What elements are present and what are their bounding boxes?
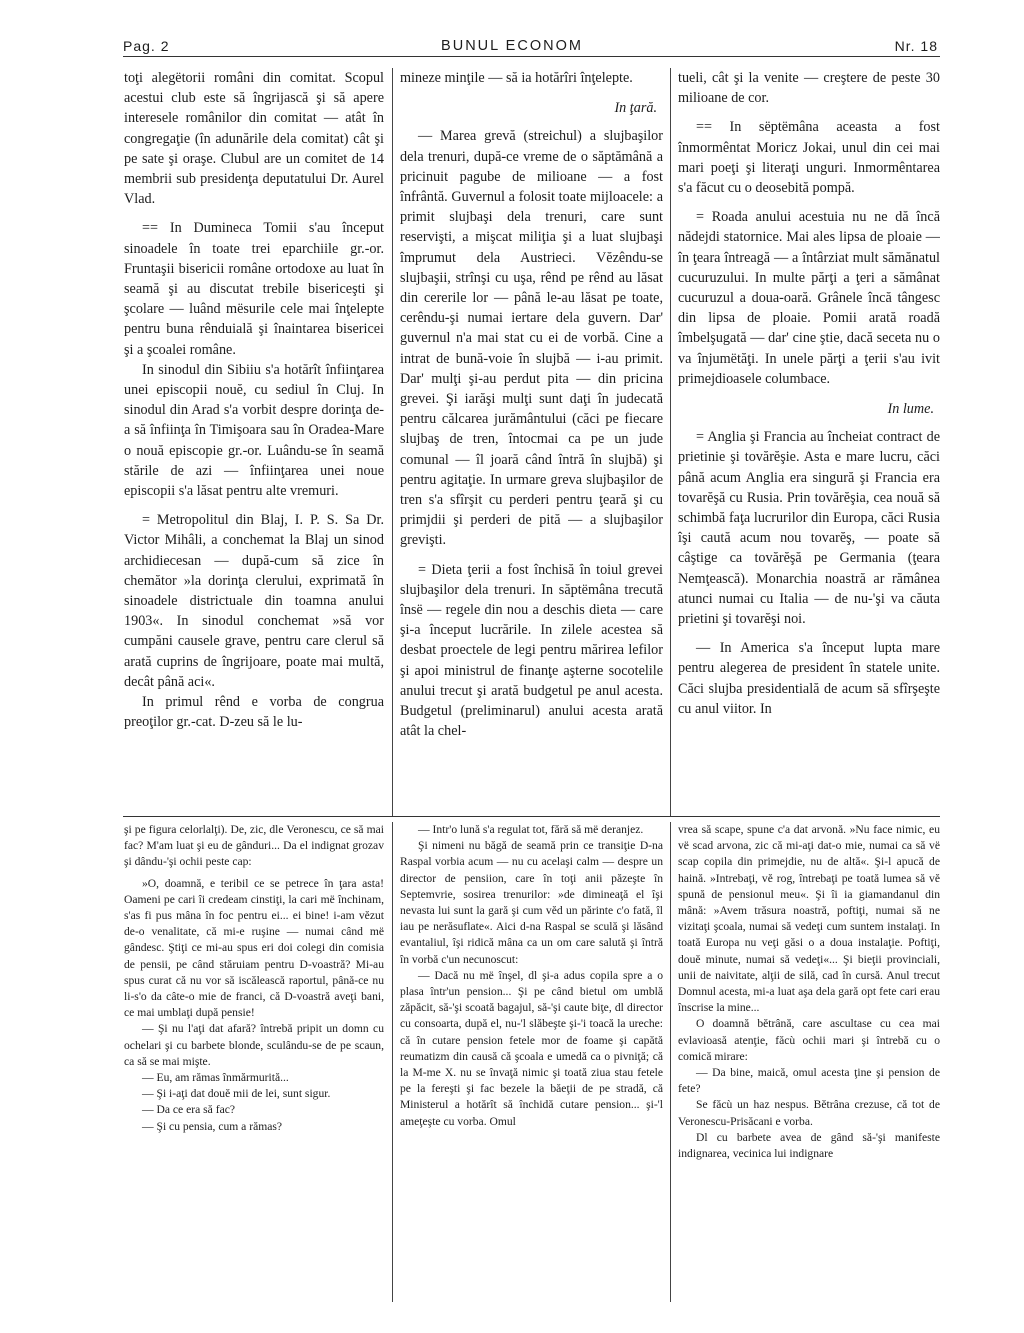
paragraph: O doamnă bĕtrână, care ascultase cu cea mai evlavioasă atenţie, făcù ochii mari şi întrebă cu o comică mirare: <box>678 1017 940 1063</box>
section-heading-in-lume: In lume. <box>887 401 934 418</box>
header-rule <box>123 56 940 57</box>
paragraph: şi pe figura celorlalţi). De, zic, dle Veronescu, ce să mai fac? M'am luat şi eu de gânduri... Da el indignat grozav şi dându-'şi ochii peste cap: <box>124 823 384 869</box>
column-rule <box>670 822 671 1302</box>
section-heading-in-tara: In ţară. <box>614 100 657 117</box>
paragraph: Se făcù un haz nespus. Bĕtrâna crezuse, că tot de Veronescu-Prisăcani e vorba. <box>678 1098 940 1128</box>
paragraph-dieta: = Dieta ţerii a fost închisă în toiul grevei slujbaşilor dela trenuri. In săptëmâna trecută însë — regele din nou a deschis dieta — care şi-a început lucrările. In zilele acestea să desbat proectele de legi pentru mărirea lefilor şi apoi ministrul de finanţe aşterne socotelile anului trecut şi arată budgetul pe anul acesta. Budgetul (preliminarul) anului acesta arată atât la chel- <box>400 561 663 740</box>
paragraph-greva: — Marea grevă (streichul) a slujbaşilor dela trenuri, după-ce vreme de o săptămână a pricinuit pagube de milioane — a fost înfrântă. Guvernul a folosit toate mijloacele: a primit slujbaşi dela trenuri, care sunt reservişti, a mişcat miliţia şi a luat slujbaşi împrumut dela Austrieci. Vĕzêndu-se slujbaşii, strînşi cu uşa, rênd pe rênd au lăsat din cererile lor — până le-au lăsat pe toate, cerêndu-şi numai iertare dela guvern. Dar' guvernul n'a mai stat cu ei de vorbă. Cine a intrat de bună-voie în slujbă — i-au primit. Dar' mulţi şi-au perdut pita — din pricina grevei. Şi iarăşi mulţi sunt daţi în judecată pentru călcarea jurământului (căci pe fiecare slujbaş de tren, întocmai ca pe un jude comunal — îl joară când întră în slujbă) şi pentru agitaţie. In urmare greva slujbaşilor de tren s'a sfîrşit cu perderi pentru ţeară şi cu primjdii şi perderi de pită — a slujbaşilor grevişti. <box>400 128 663 549</box>
paragraph: toţi alegëtorii români din comitat. Scopul acestui club este să îngrijască şi să apere interesele românilor din comitat — atât în congregaţie (în adunările dela comitat) cât şi pe sate şi oraşe. Clubul are un comitet de 14 membrii sub presidenţa deputatului Dr. Aurel Vlad. <box>124 70 384 208</box>
paragraph-sinoade: == In Dumineca Tomii s'au început sinoadele în toate trei eparchiile gr.-or. Fruntaşii bisericii române ortodoxe au luat în seamă şi au discutat trebile bisericeşti şi şcolare — luând mësurile cele mai înţelepte pentru buna rênduială şi înaintarea bisericei şi a şcoalei române. <box>124 220 384 358</box>
paragraph: — Intr'o lună s'a regulat tot, fără să më deranjez. <box>418 823 644 836</box>
paragraph-jokai: == In sëptëmâna aceasta a fost înmormêntat Moricz Jokai, unul din cei mai mari poeţi şi literaţi unguri. Inmormêntarea s'a făcut cu o deosebită pompă. <box>678 119 940 197</box>
paragraph: Şi nimeni nu băgă de seamă prin ce transiţie D-na Raspal vorbia acum — nu cu acelaşi calm — despre un director de pensiion, care în toţi anii păzeşte în Septemvrie, sosirea trenurilor: »de dimineaţă el îşi nevasta lui sunt la gară şi cum vĕd un părinte c'o fată, îl iau pe nerăsuflate«. Aici d-na Raspal se sculă şi lăsând evantaliul, îşi ridică mâna ca un om care salută şi întră în vorbă c'un necunoscut: <box>400 839 663 966</box>
page-number: Pag. 2 <box>123 38 170 54</box>
paragraph: In sinodul din Sibiiu s'a hotărît înfiinţarea unei episcopii nouĕ, cu sediul în Cluj. In sinodul din Arad s'a vorbit despre dorinţa de-a să înfiinţa în Timişoara sau în Oradea-Mare o nouă episcopie gr.-or. Luându-se în seamă stările de azi — înfiinţarea unei noue episcopii s'a lăsat pentru alte vremuri. <box>124 361 384 500</box>
paragraph: vrea să scape, spune c'a dat arvonă. »Nu face nimic, eu vë scad arvona, zic că mi-aţi dat-o mie, numai ca să vë scap copila din primejdie, nu de altă«. Şi-l apucă de haină. »Intrebaţi, vĕ rog, întrebaţi pe toată lumea să vĕ spună de pensionul meu«. Şi îi ia giamandanul din mână: »Avem trăsura noastră, poftiţi, numai să ne vizitaţi şcoala, numai să vedeţi cum suntem instalaţi. In toată Europa nu veţi găsi o a doua instalaţie. Poftiţi, douĕ minute, numai să vedeţi«... Şi bieţii provinciali, unii de naivitate, alţii de silă, cad în cursă. Anul trecut Domnul acesta, mi-a luat aşa dela gară opt fete cari erau înscrise la mine... <box>678 823 940 1015</box>
paragraph: — Eu, am rămas înmărmurită... <box>142 1071 289 1085</box>
feuilleton-column-1 <box>124 822 384 1302</box>
section-divider-rule <box>123 816 940 817</box>
paragraph: In primul rênd e vorba de congrua preoţilor gr.-cat. D-zeu să le lu- <box>124 694 384 731</box>
column-rule <box>392 822 393 1302</box>
paragraph: »O, doamnă, e teribil ce se petrece în ţara asta! Oameni pe cari îi credeam cinstiţi, la cari më închinam, s'as fi pus mâna în foc pentru ei... ei bine! i-am vĕzut de-o venalitate, că mi-e ruşine — numai când më gândesc. Ştiţi ce mi-au spus eri doi colegi din comisia de pensii, pe când stăruiam pentru D-voastră? Mi-au spus curat că nu vor să iscălească raportul, până-ce nu li-s'o da câte-o mie de franci, că D-voastră aveţi bani, ce mai umblaţi după pensie! <box>124 876 384 1020</box>
paragraph-anglia: = Anglia şi Francia au încheiat contract de prietinie şi tovărĕşie. Asta e mare lucru, căci până acum Anglia era singură şi Francia era tovarĕşă cu Rusia. Prin tovărĕşia, cea nouă să schimbă faţa lucrurilor din Europa, căci Rusia îşi caută acum nou tovarĕş, — poate să câştige ca tovărĕşă pe Germania (ţeara Nemţească). Monarchia noastră ar rămânea atunci numai cu Italia — de nu-'şi va căuta prietini şi tovarĕşi noi. <box>678 429 940 628</box>
paragraph: — Dacă nu më înşel, dl şi-a adus copila spre a o plasa într'un pension... Şi pe când bietul om umblă zăpăcit, să-'şi scoată bagajul, să-'şi caute biţe, dl director cu consoarta, după el, nu-'l slăbeşte şi-'i toacă la ureche: că în cutare pension fetele mor de foame şi capătă reumatizm din causă că şcoala e umedă ca o pivniţă; că la M-me X. nu se învaţă nimic şi toată ziua stau fetele pe la fereşti şi fac bezele la băeţii de pe stradă, că Ministerul a hotărît să închidă cutare pension... şi-'l ameţeşte cu vorba. Omul <box>400 968 663 1128</box>
paragraph: mineze minţile — să ia hotărîri înţelepte. <box>400 70 633 86</box>
publication-title: BUNUL ECONOM <box>441 38 583 54</box>
paragraph: — Şi cu pensia, cum a rămas? <box>142 1119 283 1133</box>
issue-number: Nr. 18 <box>894 38 938 54</box>
paragraph: — Da bine, maică, omul acesta ţine şi pension de fete? <box>678 1066 940 1096</box>
news-column-2 <box>400 68 663 814</box>
paragraph-roada: = Roada anului acestuia nu ne dă încă nădejdi statornice. Mai ales lipsa de ploaie — în ţeara întreagă — a întârziat mult sămănatul cucuruzului. In multe părţi a ţeri a sămânat cucuruzul a doua-oară. Grânele încă tângesc din lipsa de ploaie. Pomii arată roadă îmbelşugată — dar' cine ştie, dacă seceta nu o va înjumëtăţi. In unele părţi a ţerii s'au ivit primejdioasele columbace. <box>678 209 940 387</box>
news-column-1 <box>124 68 384 814</box>
paragraph-metropolit: = Metropolitul din Blaj, I. P. S. Sa Dr. Victor Mihâli, a conchemat la Blaj un sinod archidiecesan — după-cum să zice în chemător »la dorinţa clerului, exprimată în sinoadele districtuale din toamna anului 1903«. In sinodul conchemat »să vor cumpăni causele grave, pentru care clerul să arată cuprins de îngrijoare, poate mai multă, decât până aci«. <box>124 512 384 690</box>
paragraph: Dl cu barbete avea de gând să-'şi manifeste indignarea, vecinica lui indignare <box>678 1130 940 1161</box>
paragraph-america: — In America s'a început lupta mare pentru alegerea de president în statele unite. Căci slujba presidentială de acum să sfîrşeşte cu anul viitor. In <box>678 640 940 717</box>
paragraph: — Da ce era să fac? <box>142 1103 236 1117</box>
feuilleton-column-2 <box>400 822 663 1302</box>
paragraph: — Şi nu l'aţi dat afară? întrebă pripit un domn cu ochelari şi cu barbete blonde, sculându-se de pe scaun, ca să se mai mişte. <box>124 1022 384 1068</box>
paragraph: — Şi i-aţi dat douĕ mii de lei, sunt sigur. <box>142 1087 331 1101</box>
news-column-3 <box>678 68 940 814</box>
column-rule <box>670 68 671 816</box>
column-rule <box>392 68 393 816</box>
paragraph: tueli, cât şi la venite — creştere de peste 30 milioane de cor. <box>678 70 940 107</box>
feuilleton-column-3 <box>678 822 940 1302</box>
